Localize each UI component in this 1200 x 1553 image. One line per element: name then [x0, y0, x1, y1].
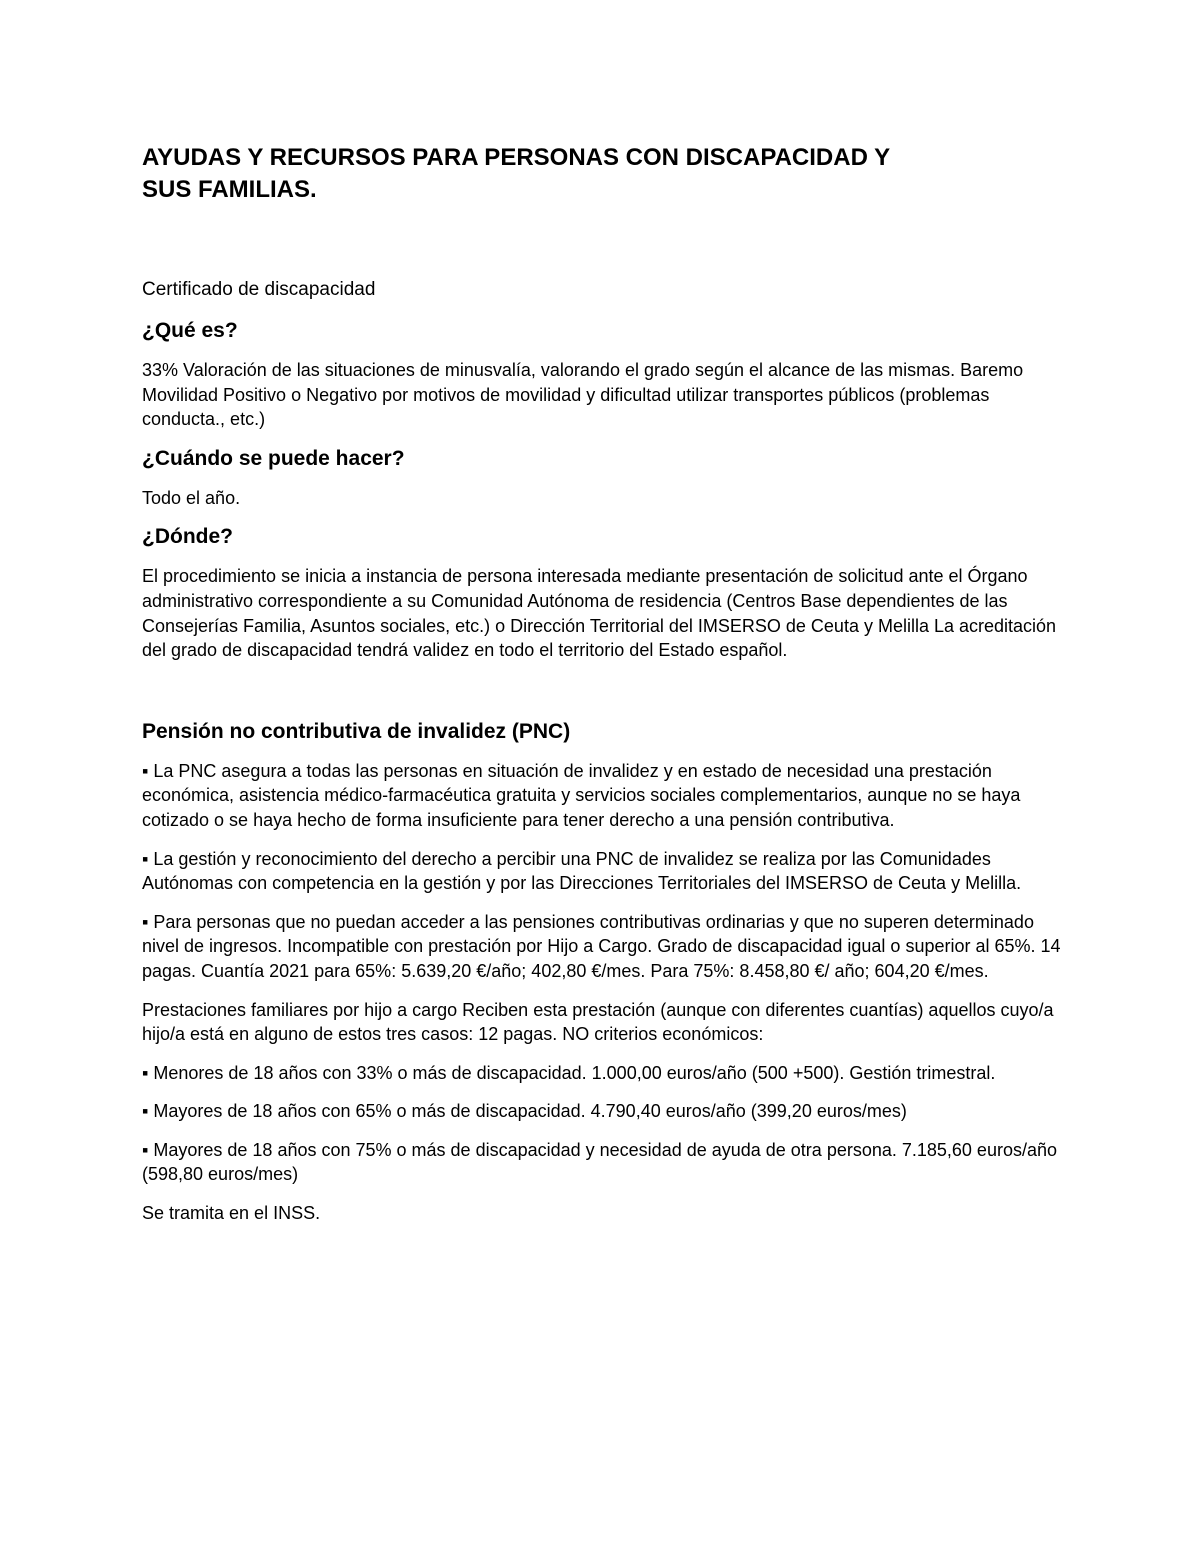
- pnc-bullet-2: ▪ La gestión y reconocimiento del derecho a percibir una PNC de invalidez se realiza por las Comunidades Autónomas con competencia en la gestión y por las Direcciones Territoriales del IMSERSO de Ceuta y Melilla.: [142, 848, 1022, 894]
- caso-3: ▪ Mayores de 18 años con 75% o más de discapacidad y necesidad de ayuda de otra persona. 7.185,60 euros/año (598,80 euros/mes): [142, 1139, 1057, 1185]
- donde-text: El procedimiento se inicia a instancia de persona interesada mediante presentación de solicitud ante el Órgano administrativo correspondiente a su Comunidad Autónoma de residencia (Centros Base dependientes de las Consejerías Familia, Asuntos sociales, etc.) o Dirección Territorial del IMSERSO de Ceuta y Melilla La acreditación del grado de discapacidad tendrá validez en todo el territorio del Estado español.: [142, 566, 1057, 661]
- que-es-heading: ¿Qué es?: [142, 319, 238, 342]
- pnc-bullet-1: ▪ La PNC asegura a todas las personas en situación de invalidez y en estado de necesidad una prestación económica, asistencia médico-farmacéutica gratuita y servicios sociales complementarios, aunque no se haya cotizado o se haya hecho de forma insuficiente para tener derecho a una pensión contributiva.: [142, 760, 1021, 830]
- document-title-line-1: AYUDAS Y RECURSOS PARA PERSONAS CON DISCAPACIDAD Y: [142, 144, 891, 171]
- donde-heading: ¿Dónde?: [142, 525, 233, 549]
- que-es-text: 33% Valoración de las situaciones de minusvalía, valorando el grado según el alcance de las mismas. Baremo Movilidad Positivo o Negativo por motivos de movilidad y dificultad utilizar transportes públicos (problemas conducta., etc.): [142, 360, 1024, 430]
- caso-1: ▪ Menores de 18 años con 33% o más de discapacidad. 1.000,00 euros/año (500 +500). Gestión trimestral.: [142, 1062, 996, 1083]
- cuando-text: Todo el año.: [142, 487, 241, 508]
- prestaciones-familiares-text: Prestaciones familiares por hijo a cargo Reciben esta prestación (aunque con diferentes cuantías) aquellos cuyo/a hijo/a está en alguno de estos tres casos: 12 pagas. NO criterios económicos:: [142, 999, 1054, 1045]
- document-title-line-2: SUS FAMILIAS.: [142, 176, 317, 203]
- document-page: [142, 140, 1062, 1226]
- document-title: [142, 140, 1062, 206]
- pnc-bullet-3: ▪ Para personas que no puedan acceder a las pensiones contributivas ordinarias y que no superen determinado nivel de ingresos. Incompatible con prestación por Hijo a Cargo. Grado de discapacidad igual o superior al 65%. 14 pagas. Cuantía 2021 para 65%: 5.639,20 €/año; 402,80 €/mes. Para 75%: 8.458,80 €/ año; 604,20 €/mes.: [142, 911, 1061, 981]
- certificado-label: Certificado de discapacidad: [142, 279, 376, 300]
- pnc-heading: Pensión no contributiva de invalidez (PNC): [142, 719, 571, 743]
- cuando-heading: ¿Cuándo se puede hacer?: [142, 446, 405, 470]
- caso-2: ▪ Mayores de 18 años con 65% o más de discapacidad. 4.790,40 euros/año (399,20 euros/mes): [142, 1101, 907, 1122]
- tramita-text: Se tramita en el INSS.: [142, 1203, 321, 1224]
